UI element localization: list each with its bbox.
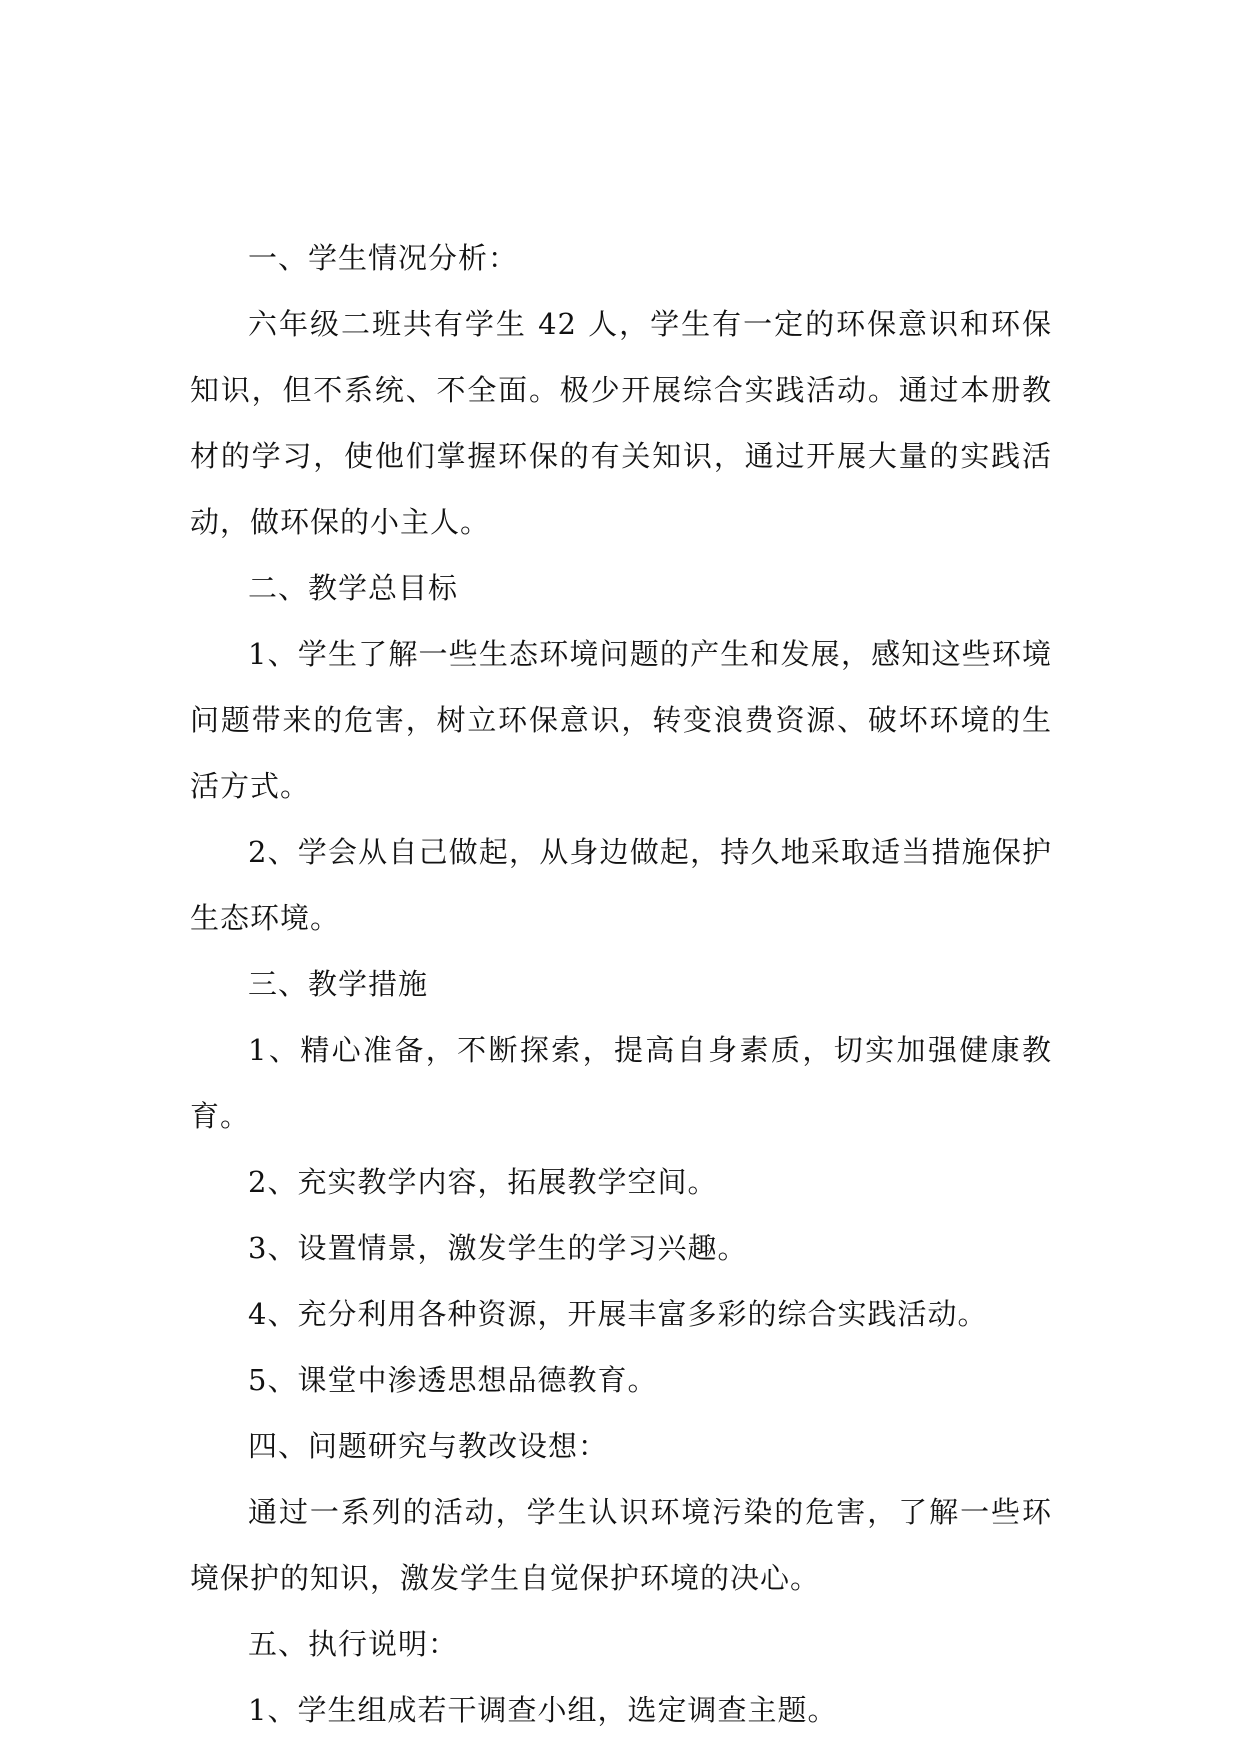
- paragraph-student-analysis: 六年级二班共有学生 42 人，学生有一定的环保意识和环保知识，但不系统、不全面。极少开展综合实践活动。通过本册教材的学习，使他们掌握环保的有关知识，通过开展大量的实践活动，做环保的小主人。: [190, 307, 1052, 539]
- execution-item-1: 1、学生组成若干调查小组，选定调查主题。: [248, 1693, 838, 1727]
- section-heading-teaching-measures: 三、教学措施: [248, 967, 429, 1001]
- goal-item-1: 1、学生了解一些生态环境问题的产生和发展，感知这些环境问题带来的危害，树立环保意识，转变浪费资源、破坏环境的生活方式。: [190, 637, 1052, 803]
- measure-item-5: 5、课堂中渗透思想品德教育。: [248, 1363, 658, 1397]
- measure-item-2: 2、充实教学内容，拓展教学空间。: [248, 1165, 718, 1199]
- measure-item-4: 4、充分利用各种资源，开展丰富多彩的综合实践活动。: [248, 1297, 988, 1331]
- section-heading-execution-notes: 五、执行说明：: [248, 1627, 459, 1661]
- measure-item-3: 3、设置情景，激发学生的学习兴趣。: [248, 1231, 748, 1265]
- section-heading-teaching-goals: 二、教学总目标: [248, 571, 459, 605]
- paragraph-research-reform: 通过一系列的活动，学生认识环境污染的危害，了解一些环境保护的知识，激发学生自觉保护环境的决心。: [190, 1495, 1052, 1595]
- measure-item-1: 1、精心准备，不断探索，提高自身素质，切实加强健康教育。: [190, 1033, 1052, 1133]
- section-heading-research-reform: 四、问题研究与教改设想：: [248, 1429, 609, 1463]
- section-heading-student-analysis: 一、学生情况分析：: [248, 241, 519, 275]
- goal-item-2: 2、学会从自己做起，从身边做起，持久地采取适当措施保护生态环境。: [190, 835, 1052, 935]
- document-body: [190, 225, 1052, 1743]
